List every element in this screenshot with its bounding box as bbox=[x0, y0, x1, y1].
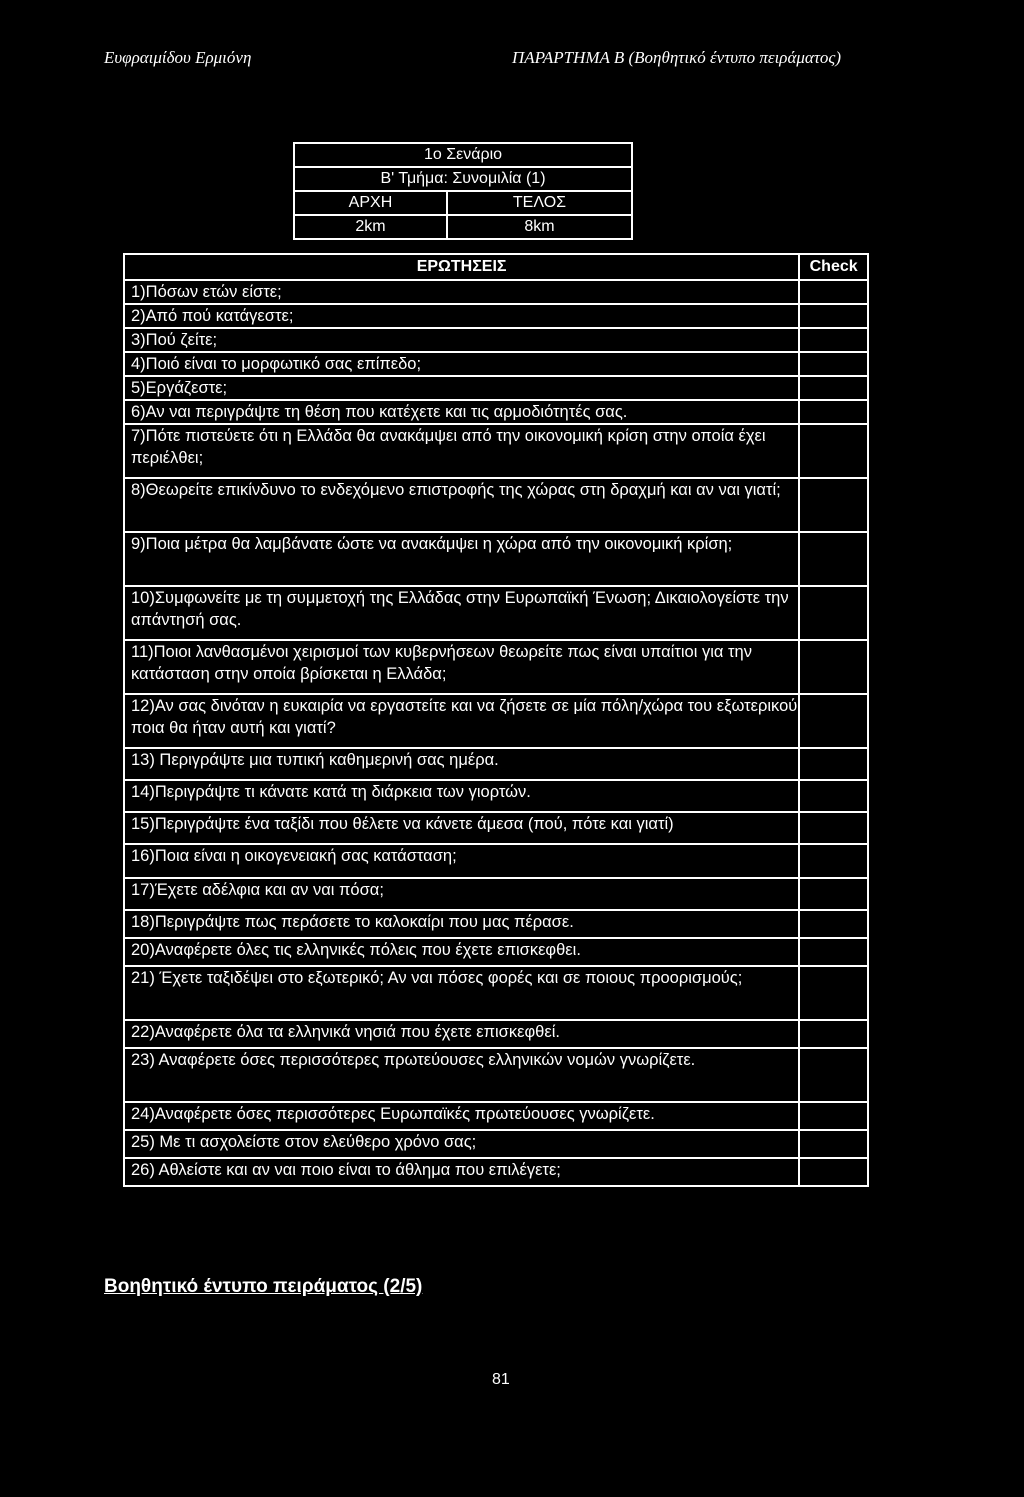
table-row bbox=[124, 1048, 868, 1102]
table-row bbox=[124, 352, 868, 376]
question-text: 11)Ποιοι λανθασμένοι χειρισμοί των κυβερνήσεων θεωρείτε πως είναι υπαίτιοι για την κατάσταση στην οποία βρίσκεται η Ελλάδα; bbox=[124, 640, 799, 694]
check-header: Check bbox=[799, 254, 868, 280]
table-row bbox=[124, 280, 868, 304]
check-cell bbox=[799, 1158, 868, 1186]
table-row bbox=[124, 878, 868, 910]
question-text: 25) Με τι ασχολείστε στον ελεύθερο χρόνο σας; bbox=[124, 1130, 799, 1158]
question-text: 8)Θεωρείτε επικίνδυνο το ενδεχόμενο επιστροφής της χώρας στη δραχμή και αν ναι γιατί; bbox=[124, 478, 799, 532]
question-text: 2)Από πού κατάγεστε; bbox=[124, 304, 799, 328]
check-cell bbox=[799, 910, 868, 938]
table-row bbox=[124, 1102, 868, 1130]
check-cell bbox=[799, 478, 868, 532]
table-row bbox=[124, 938, 868, 966]
table-row bbox=[124, 328, 868, 352]
table-row bbox=[124, 400, 868, 424]
question-text: 5)Εργάζεστε; bbox=[124, 376, 799, 400]
question-text: 18)Περιγράψτε πως περάσετε το καλοκαίρι που μας πέρασε. bbox=[124, 910, 799, 938]
scenario-end-value: 8km bbox=[447, 215, 632, 239]
scenario-start-label: ΑΡΧΗ bbox=[294, 191, 447, 215]
check-cell bbox=[799, 1020, 868, 1048]
check-cell bbox=[799, 812, 868, 844]
scenario-start-value: 2km bbox=[294, 215, 447, 239]
check-cell bbox=[799, 586, 868, 640]
table-row bbox=[124, 844, 868, 878]
table-row bbox=[124, 966, 868, 1020]
question-text: 16)Ποια είναι η οικογενειακή σας κατάσταση; bbox=[124, 844, 799, 878]
question-text: 21) Έχετε ταξιδέψει στο εξωτερικό; Αν ναι πόσες φορές και σε ποιους προορισμούς; bbox=[124, 966, 799, 1020]
check-cell bbox=[799, 328, 868, 352]
table-row bbox=[124, 1130, 868, 1158]
table-row bbox=[124, 748, 868, 780]
check-cell bbox=[799, 424, 868, 478]
table-row bbox=[124, 640, 868, 694]
check-cell bbox=[799, 376, 868, 400]
question-text: 14)Περιγράψτε τι κάνατε κατά τη διάρκεια των γιορτών. bbox=[124, 780, 799, 812]
scenario-end-label: ΤΕΛΟΣ bbox=[447, 191, 632, 215]
check-cell bbox=[799, 748, 868, 780]
page-number: 81 bbox=[492, 1371, 510, 1388]
footer-title: Βοηθητικό έντυπο πειράματος (2/5) bbox=[104, 1276, 423, 1297]
question-text: 4)Ποιό είναι το μορφωτικό σας επίπεδο; bbox=[124, 352, 799, 376]
check-cell bbox=[799, 694, 868, 748]
question-text: 9)Ποια μέτρα θα λαμβάνατε ώστε να ανακάμψει η χώρα από την οικονομική κρίση; bbox=[124, 532, 799, 586]
question-text: 22)Αναφέρετε όλα τα ελληνικά νησιά που έχετε επισκεφθεί. bbox=[124, 1020, 799, 1048]
question-text: 6)Αν ναι περιγράψτε τη θέση που κατέχετε και τις αρμοδιότητές σας. bbox=[124, 400, 799, 424]
table-row bbox=[124, 694, 868, 748]
table-row bbox=[124, 478, 868, 532]
question-text: 24)Αναφέρετε όσες περισσότερες Ευρωπαϊκές πρωτεύουσες γνωρίζετε. bbox=[124, 1102, 799, 1130]
check-cell bbox=[799, 352, 868, 376]
check-cell bbox=[799, 532, 868, 586]
check-cell bbox=[799, 780, 868, 812]
question-text: 10)Συμφωνείτε με τη συμμετοχή της Ελλάδας στην Ευρωπαϊκή Ένωση; Δικαιολογείστε την απάντησή σας. bbox=[124, 586, 799, 640]
table-row bbox=[124, 586, 868, 640]
question-text: 12)Αν σας δινόταν η ευκαιρία να εργαστείτε και να ζήσετε σε μία πόλη/χώρα του εξωτερικού ποια θα ήταν αυτή και γιατί? bbox=[124, 694, 799, 748]
check-cell bbox=[799, 878, 868, 910]
check-cell bbox=[799, 640, 868, 694]
check-cell bbox=[799, 938, 868, 966]
table-row bbox=[124, 376, 868, 400]
check-cell bbox=[799, 304, 868, 328]
question-text: 15)Περιγράψτε ένα ταξίδι που θέλετε να κάνετε άμεσα (πού, πότε και γιατί) bbox=[124, 812, 799, 844]
check-cell bbox=[799, 1130, 868, 1158]
questions-header: ΕΡΩΤΗΣΕΙΣ bbox=[124, 254, 799, 280]
check-cell bbox=[799, 1102, 868, 1130]
check-cell bbox=[799, 1048, 868, 1102]
question-text: 26) Αθλείστε και αν ναι ποιο είναι το άθλημα που επιλέγετε; bbox=[124, 1158, 799, 1186]
question-text: 7)Πότε πιστεύετε ότι η Ελλάδα θα ανακάμψει από την οικονομική κρίση στην οποία έχει περιέλθει; bbox=[124, 424, 799, 478]
question-text: 20)Αναφέρετε όλες τις ελληνικές πόλεις που έχετε επισκεφθει. bbox=[124, 938, 799, 966]
question-text: 13) Περιγράψτε μια τυπική καθημερινή σας ημέρα. bbox=[124, 748, 799, 780]
scenario-subtitle: Β' Τμήμα: Συνομιλία (1) bbox=[294, 167, 632, 191]
scenario-title: 1ο Σενάριο bbox=[294, 143, 632, 167]
check-cell bbox=[799, 400, 868, 424]
table-row bbox=[124, 910, 868, 938]
table-row bbox=[124, 812, 868, 844]
check-cell bbox=[799, 844, 868, 878]
question-text: 3)Πού ζείτε; bbox=[124, 328, 799, 352]
table-row bbox=[124, 532, 868, 586]
table-row bbox=[124, 304, 868, 328]
header-appendix-title: ΠΑΡΑΡΤΗΜΑ Β (Βοηθητικό έντυπο πειράματος) bbox=[512, 48, 841, 67]
table-row bbox=[124, 1020, 868, 1048]
check-cell bbox=[799, 280, 868, 304]
header-author: Ευφραιμίδου Ερμιόνη bbox=[104, 48, 252, 67]
question-text: 1)Πόσων ετών είστε; bbox=[124, 280, 799, 304]
table-row bbox=[124, 424, 868, 478]
check-cell bbox=[799, 966, 868, 1020]
table-row bbox=[124, 1158, 868, 1186]
question-text: 17)Έχετε αδέλφια και αν ναι πόσα; bbox=[124, 878, 799, 910]
questions-table bbox=[123, 253, 869, 1187]
question-text: 23) Αναφέρετε όσες περισσότερες πρωτεύουσες ελληνικών νομών γνωρίζετε. bbox=[124, 1048, 799, 1102]
table-row bbox=[124, 780, 868, 812]
scenario-table bbox=[293, 142, 633, 240]
